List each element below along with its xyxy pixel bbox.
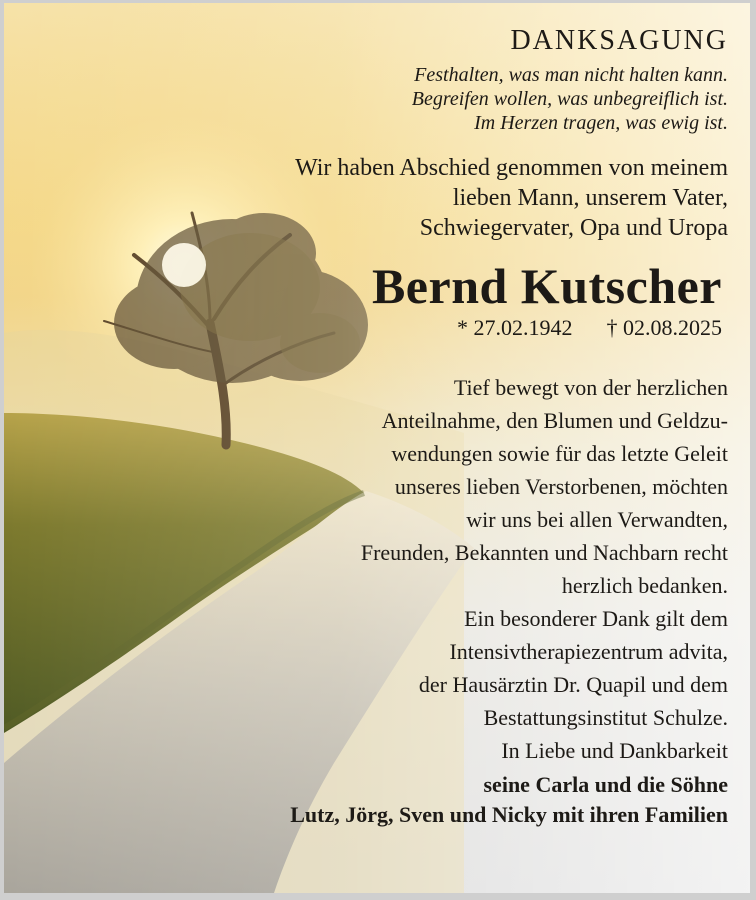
motto-verse <box>412 63 728 135</box>
thank-you-text <box>361 371 728 734</box>
family-signature <box>290 770 728 830</box>
body-line: Anteilnahme, den Blumen und Geldzu- <box>381 408 728 433</box>
body-line: Ein besonderer Dank gilt dem <box>464 606 728 631</box>
farewell-intro <box>295 153 728 243</box>
life-dates <box>457 315 722 341</box>
intro-line: Schwiegervater, Opa und Uropa <box>419 215 728 241</box>
birth-date: * 27.02.1942 <box>457 315 573 340</box>
body-line: unseres lieben Verstorbenen, möchten <box>394 474 728 499</box>
body-line: Freunden, Bekannten und Nachbarn recht <box>360 540 728 565</box>
obituary-card <box>4 3 750 893</box>
death-date: † 02.08.2025 <box>606 315 722 340</box>
deceased-name: Bernd Kutscher <box>371 258 722 314</box>
intro-line: lieben Mann, unserem Vater, <box>452 185 728 211</box>
body-line: herzlich bedanken. <box>561 573 728 598</box>
body-line: Intensivtherapiezentrum advita, <box>449 639 728 664</box>
motto-line: Begreifen wollen, was unbegreiflich ist. <box>411 88 728 110</box>
intro-line: Wir haben Abschied genommen von meinem <box>295 155 728 181</box>
closing-phrase: In Liebe und Dankbarkeit <box>501 738 728 763</box>
signature-line: seine Carla und die Söhne <box>483 772 728 797</box>
body-line: wendungen sowie für das letzte Geleit <box>391 441 728 466</box>
body-line: der Hausärztin Dr. Quapil und dem <box>418 672 728 697</box>
body-line: wir uns bei allen Verwandten, <box>466 507 728 532</box>
notice-heading: DANKSAGUNG <box>510 25 728 56</box>
signature-line: Lutz, Jörg, Sven und Nicky mit ihren Familien <box>290 802 728 827</box>
body-line: Bestattungsinstitut Schulze. <box>483 705 728 730</box>
motto-line: Festhalten, was man nicht halten kann. <box>414 64 728 86</box>
motto-line: Im Herzen tragen, was ewig ist. <box>474 112 728 134</box>
body-line: Tief bewegt von der herzlichen <box>453 375 728 400</box>
